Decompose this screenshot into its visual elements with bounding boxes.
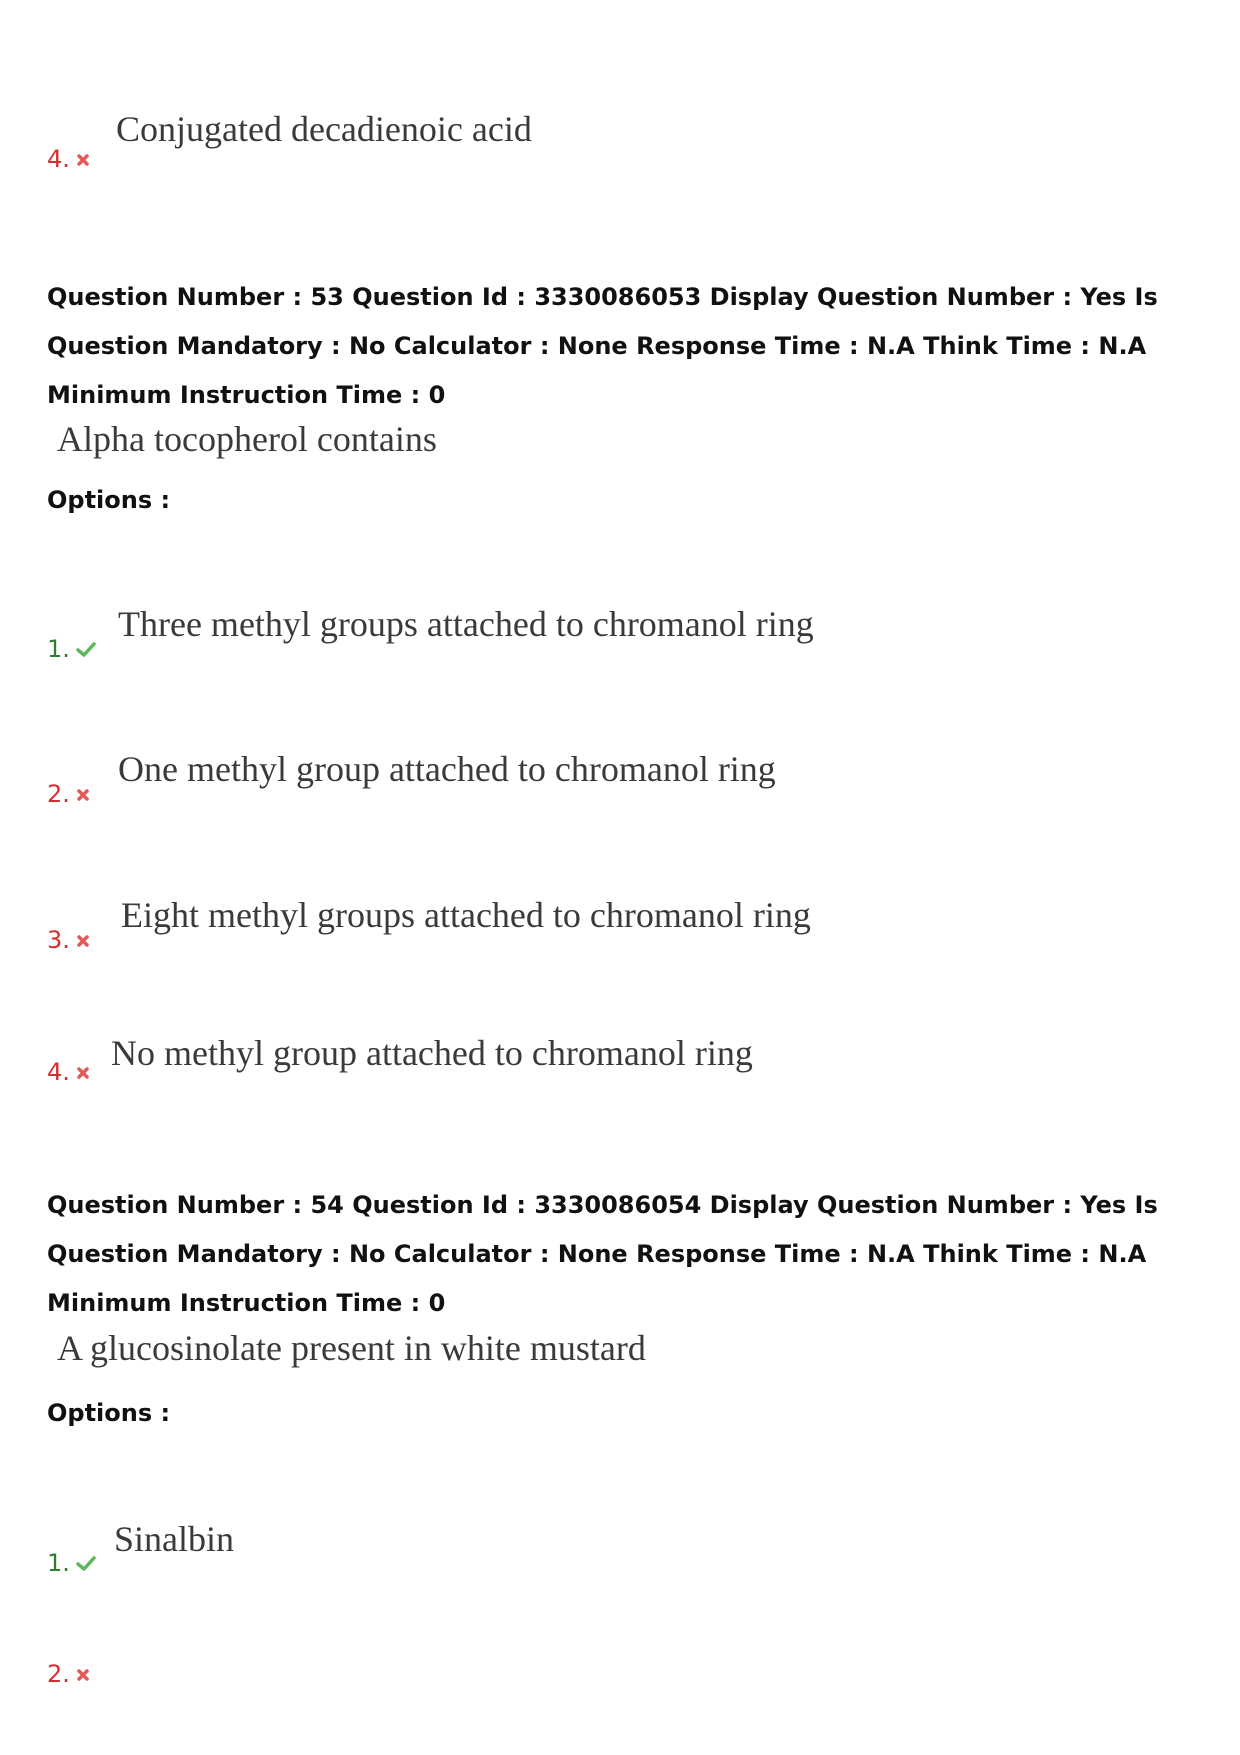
check-icon [76, 642, 96, 658]
option-number: 2. [47, 780, 70, 808]
cross-icon [76, 934, 90, 948]
option-text: No methyl group attached to chromanol ring [111, 1033, 753, 1073]
question-meta: Question Number : 54 Question Id : 3330086054 Display Question Number : Yes Is Question Mandatory : No Calculator : None Response Time : N.A Think Time : N.A Minimum Instruction Time : 0 [47, 1191, 1158, 1317]
option-number: 1. [47, 1549, 70, 1577]
question-meta: Question Number : 53 Question Id : 3330086053 Display Question Number : Yes Is Question Mandatory : No Calculator : None Response Time : N.A Think Time : N.A Minimum Instruction Time : 0 [47, 283, 1158, 409]
cross-icon [76, 1668, 90, 1682]
question-text: A glucosinolate present in white mustard [57, 1328, 646, 1368]
option-text: Eight methyl groups attached to chromanol ring [121, 895, 811, 935]
option-number: 4. [47, 1058, 70, 1086]
cross-icon [76, 788, 90, 802]
option-number: 4. [47, 145, 70, 173]
check-icon [76, 1556, 96, 1572]
option-text: One methyl group attached to chromanol ring [118, 749, 776, 789]
option-text: Three methyl groups attached to chromanol ring [118, 604, 814, 644]
options-label: Options : [47, 486, 171, 514]
option-text: Conjugated decadienoic acid [116, 109, 532, 149]
option-number: 1. [47, 635, 70, 663]
option-number: 2. [47, 1660, 70, 1688]
options-label: Options : [47, 1399, 171, 1427]
question-text: Alpha tocopherol contains [57, 419, 437, 459]
option-number: 3. [47, 926, 70, 954]
option-text: Sinalbin [114, 1519, 235, 1559]
cross-icon [76, 1066, 90, 1080]
cross-icon [76, 153, 90, 167]
